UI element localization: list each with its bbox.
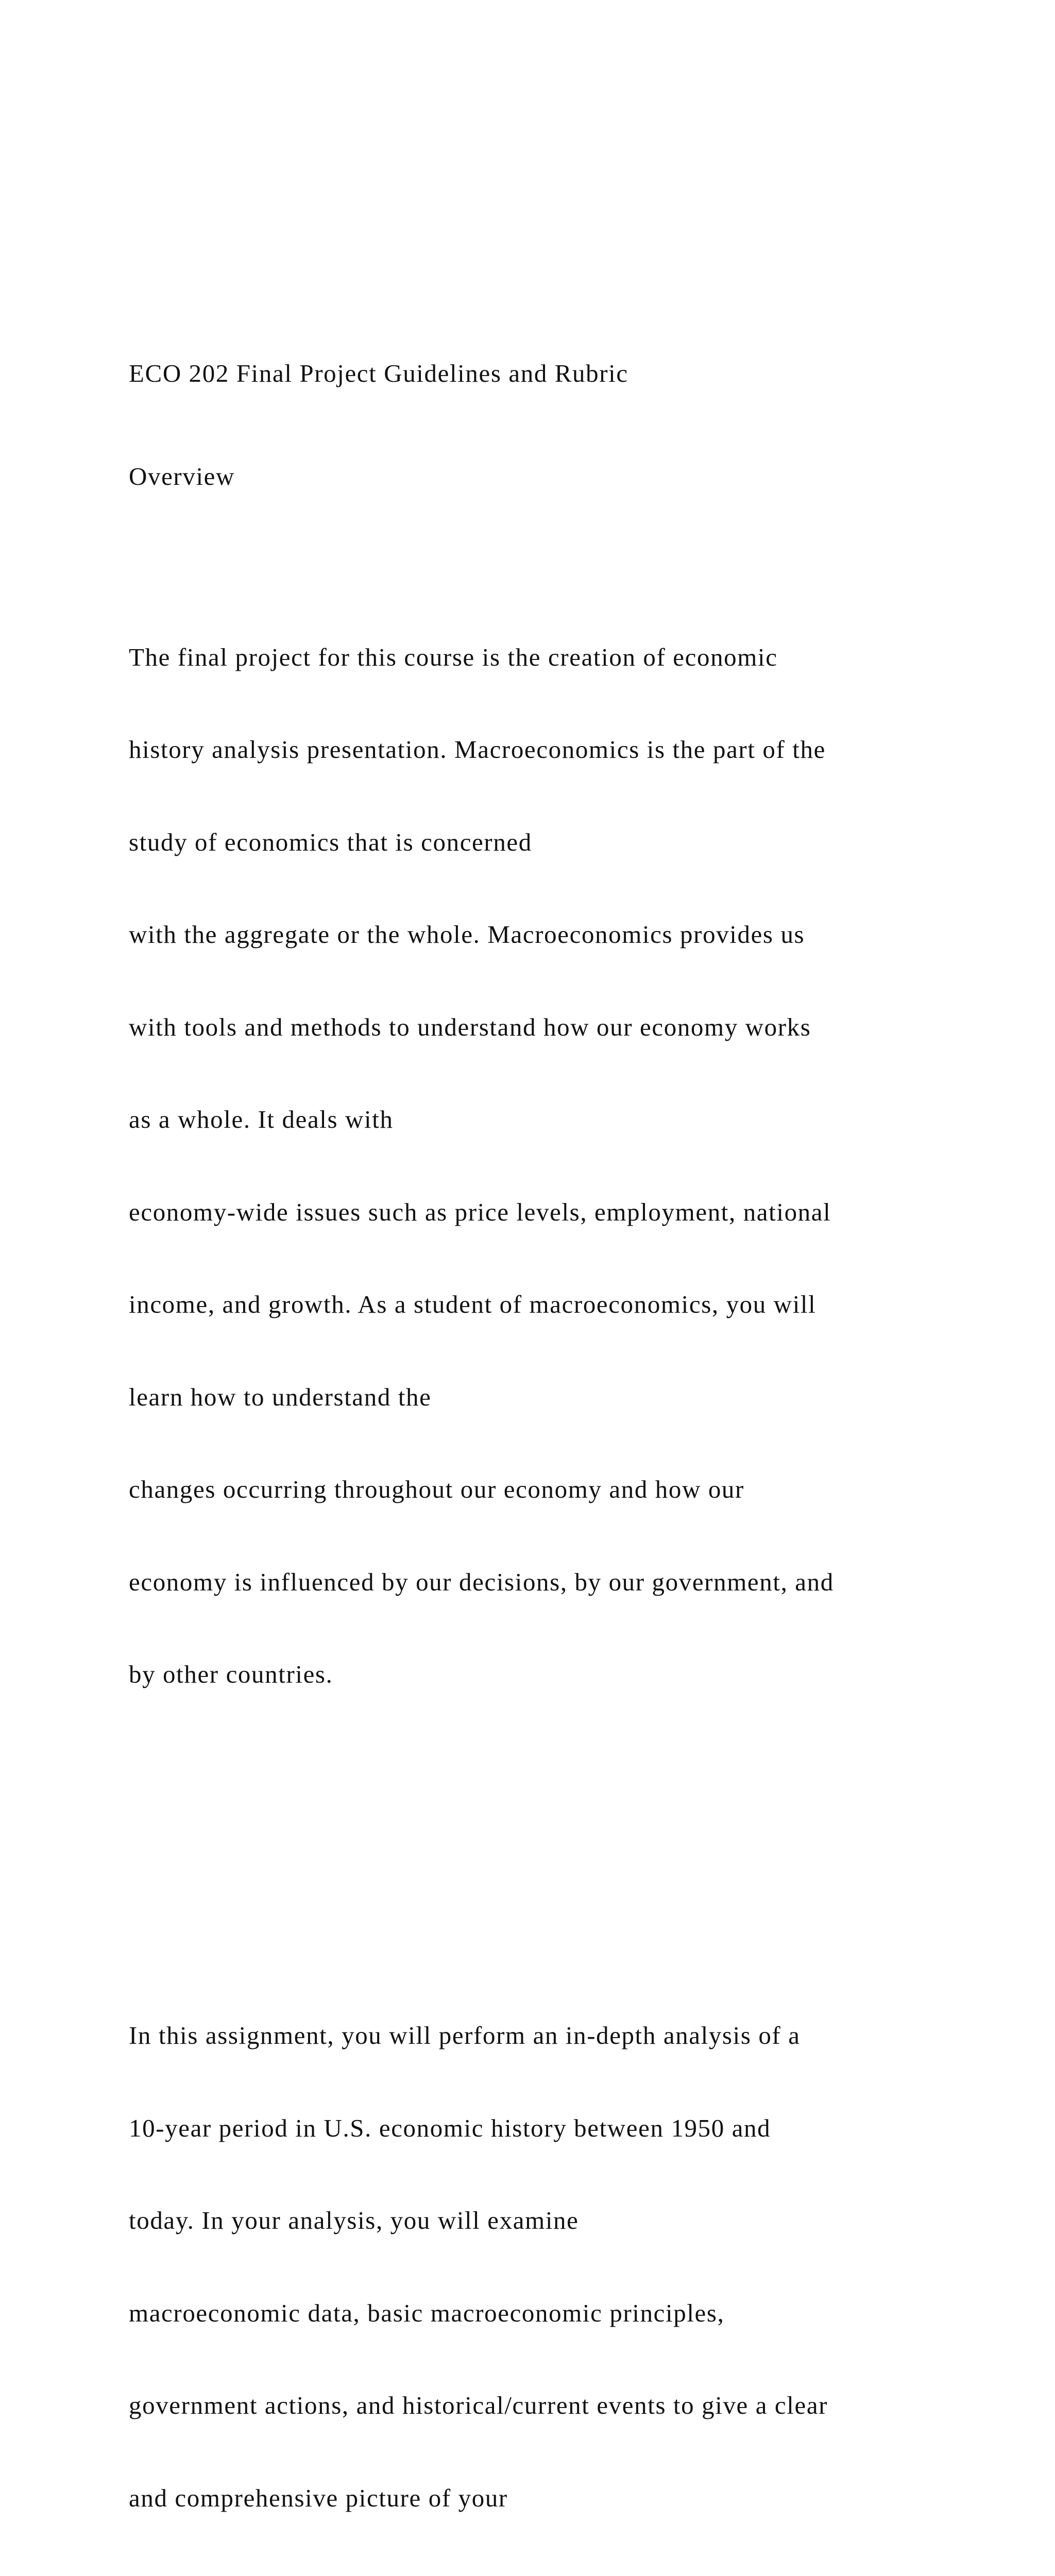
paragraph-line: history analysis presentation. Macroeconomics is the part of the [129,735,826,764]
section-heading-overview: Overview [129,462,235,490]
paragraph-line: macroeconomic data, basic macroeconomic principles, [129,2298,725,2327]
paragraph-line: income, and growth. As a student of macroeconomics, you will [129,1290,816,1318]
paragraph-line: In this assignment, you will perform an in-depth analysis of a [129,2021,801,2049]
paragraph-line: with the aggregate or the whole. Macroeconomics provides us [129,920,805,948]
paragraph-line: learn how to understand the [129,1382,432,1411]
paragraph-2 [129,1960,1005,2576]
paragraph-line: changes occurring throughout our economy and how our [129,1475,744,1503]
paragraph-line: by other countries. [129,1660,333,1688]
document-title: ECO 202 Final Project Guidelines and Rubric [129,359,628,387]
paragraph-line: government actions, and historical/current events to give a clear [129,2391,828,2419]
paragraph-1 [129,582,1005,1750]
paragraph-line: study of economics that is concerned [129,827,532,856]
paragraph-line: with tools and methods to understand how our economy works [129,1012,811,1041]
paragraph-line: as a whole. It deals with [129,1105,394,1133]
paragraph-spacer [129,1838,1005,1872]
paragraph-line: economy-wide issues such as price levels, employment, national [129,1197,831,1226]
paragraph-line: 10-year period in U.S. economic history between 1950 and [129,2113,771,2142]
paragraph-line: The final project for this course is the creation of economic [129,642,778,671]
paragraph-line: today. In your analysis, you will examine [129,2206,579,2234]
paragraph-line: and comprehensive picture of your [129,2483,508,2512]
paragraph-line [129,2573,1005,2576]
paragraph-line: economy is influenced by our decisions, by our government, and [129,1567,834,1596]
document-body [129,401,1005,2576]
